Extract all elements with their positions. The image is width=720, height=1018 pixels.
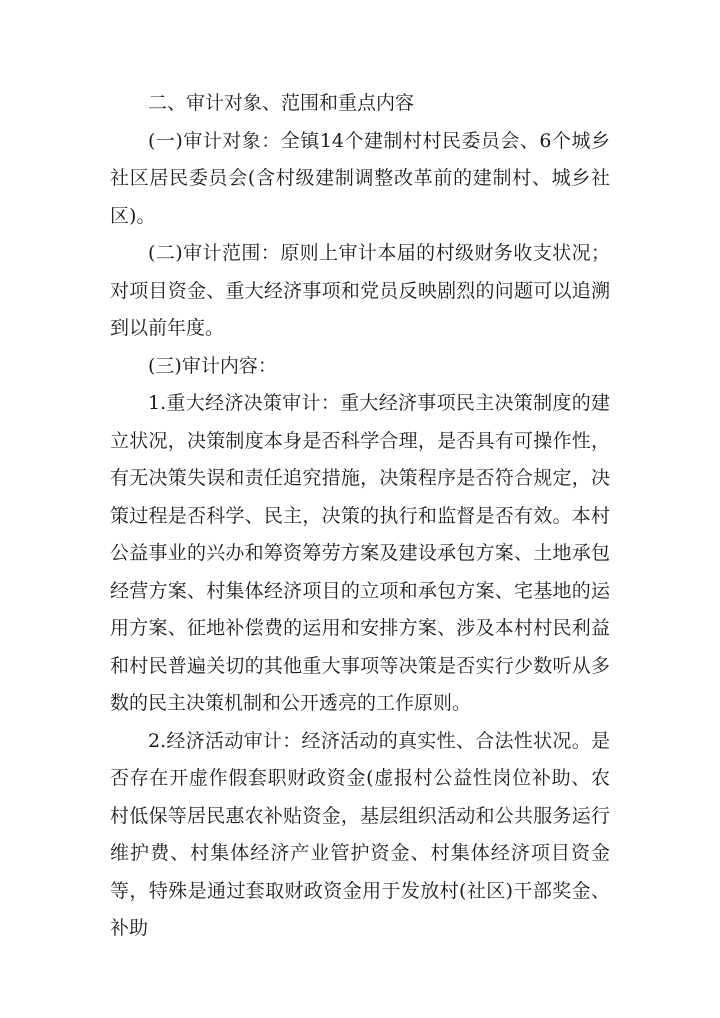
paragraph-major-decision-audit: 1.重大经济决策审计：重大经济事项民主决策制度的建立状况，决策制度本身是否科学合理，是否具有可操作性，有无决策失误和责任追究措施，决策程序是否符合规定，决策过程是否科学、民主，决策的执行和监督是否有效。本村公益事业的兴办和筹资筹劳方案及建设承包方案、土地承包经营方案、村集体经济项目的立项和承包方案、宅基地的运用方案、征地补偿费的运用和安排方案、涉及本村村民利益和村民普遍关切的其他重大事项等决策是否实行少数听从多数的民主决策机制和公开透亮的工作原则。: [110, 392, 610, 714]
paragraph-audit-objects: (一)审计对象：全镇14个建制村村民委员会、6个城乡社区居民委员会(含村级建制调整改革前的建制村、城乡社区)。: [110, 129, 610, 227]
paragraph-economic-activity-audit: 2.经济活动审计：经济活动的真实性、合法性状况。是否存在开虚作假套职财政资金(虚报村公益性岗位补助、农村低保等居民惠农补贴资金，基层组织活动和公共服务运行维护费、村集体经济产业管护资金、村集体经济项目资金等，特殊是通过套取财政资金用于发放村(社区)干部奖金、补助: [110, 729, 610, 939]
paragraph-audit-scope: (二)审计范围：原则上审计本届的村级财务收支状况；对项目资金、重大经济事项和党员反映剧烈的问题可以追溯到以前年度。: [110, 242, 610, 339]
paragraph-audit-content-heading: (三)审计内容：: [148, 354, 277, 377]
document-page: [110, 85, 610, 948]
section-heading: 二、审计对象、范围和重点内容: [148, 92, 415, 114]
